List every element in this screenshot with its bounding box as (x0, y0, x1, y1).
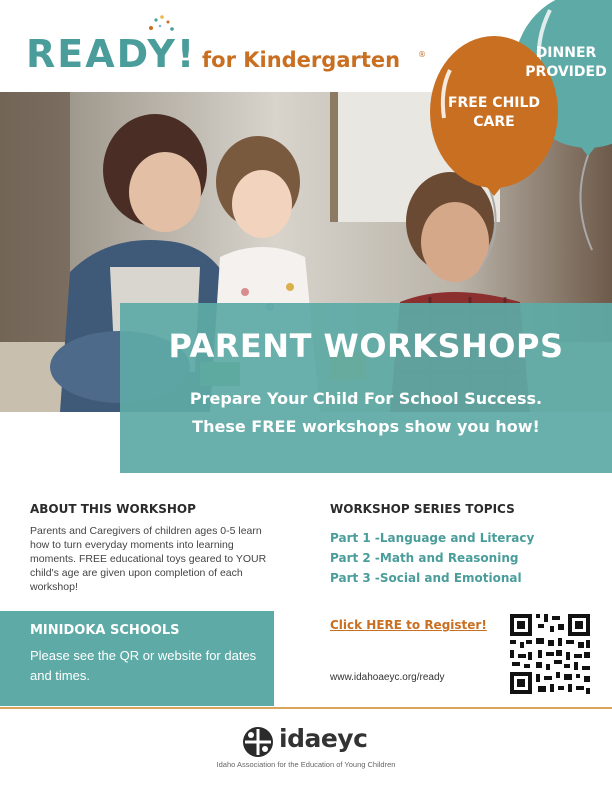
banner-subtitle (120, 385, 612, 441)
minidoka-body: Please see the QR or website for dates and times. (30, 648, 257, 683)
free-child-care-label: FREE CHILD CARE (447, 95, 541, 130)
topic-item: Part 3 -Social and Emotional (330, 571, 522, 585)
about-heading: ABOUT THIS WORKSHOP (30, 502, 196, 516)
website-url: www.idahoaeyc.org/ready (330, 672, 445, 683)
register-link[interactable]: Click HERE to Register! (330, 618, 487, 632)
minidoka-box (0, 611, 274, 706)
idaeyc-logo-icon (242, 726, 274, 758)
footer-rule (0, 707, 612, 709)
topics-list (330, 528, 534, 588)
workshop-banner (120, 303, 612, 473)
minidoka-heading: MINIDOKA SCHOOLS (30, 623, 180, 638)
topic-item: Part 1 -Language and Literacy (330, 531, 535, 545)
banner-subtitle-line2: These FREE workshops show you how! (192, 417, 540, 436)
footer-tagline: Idaho Association for the Education of Young Children (216, 760, 396, 769)
topics-heading: WORKSHOP SERIES TOPICS (330, 502, 515, 516)
qr-code-icon[interactable] (508, 612, 592, 696)
ready-logo (26, 14, 426, 84)
about-body: Parents and Caregivers of children ages 0-5 learn how to turn everyday moments into learning moments. FREE educational toys geared to YOUR child's age are given upon completion of each workshop! (30, 525, 267, 593)
banner-title: PARENT WORKSHOPS (168, 327, 564, 365)
dinner-provided-label: DINNER PROVIDED (525, 45, 607, 80)
registered-mark: ® (418, 50, 426, 59)
footer-brand: idaeyc (279, 724, 368, 753)
logo-ready-text: READY! (26, 32, 197, 76)
logo-kindergarten-text: for Kindergarten (202, 48, 401, 72)
banner-subtitle-line1: Prepare Your Child For School Success. (189, 389, 543, 408)
topic-item: Part 2 -Math and Reasoning (330, 551, 519, 565)
